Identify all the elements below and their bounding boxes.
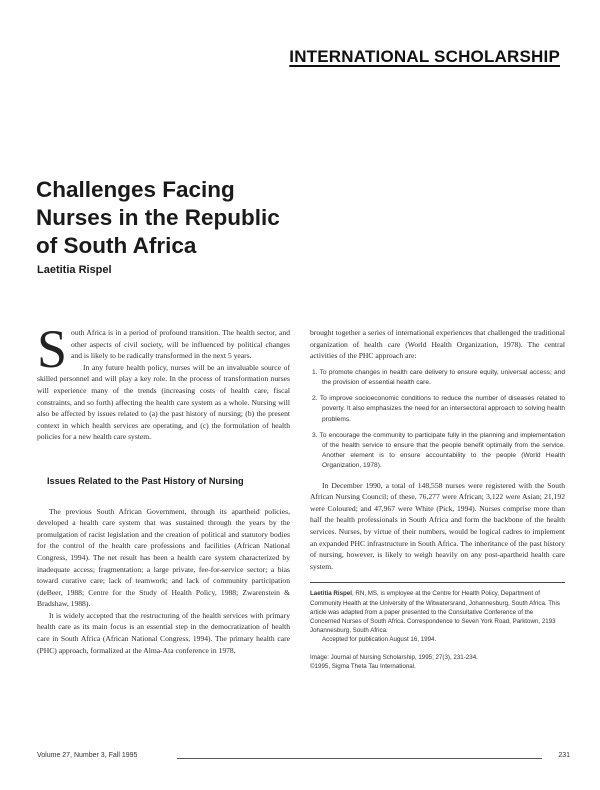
bio-text: Laetitia Rispel, RN, MS, is employee at the Centre for Health Policy, Department of Community Health at the University of the Witwatersrand, Johannesburg, South Africa. This article was adapted from a paper presented to the Consultative Conference of the Concerned Nurses of South Africa. Correspondence to Seven York Road, Parktown, 2193 Johannesburg, South Africa. (310, 590, 560, 635)
intro-paragraph-2: In any future health policy, nurses will be an invaluable source of skilled personnel and will play a key role. In the process of transformation nurses will experience many of the trends (increasing costs of health care, fiscal constraints, and so forth) affecting the health care system as a whole. Nursing will also be affected by issues related to (a) the past history of nursing; (b) the present context in which health services are operating, and (c) the formulation of health policies for a new health care system. (37, 362, 290, 442)
page-footer (37, 752, 570, 764)
accepted-date: Accepted for publication August 16, 1994. (322, 636, 437, 644)
article-title (36, 176, 366, 260)
body-paragraph: The previous South African Government, through its apartheid policies, developed a health care system that was sustained through the years by the promulgation of racist legislation and the creation of political and statutory bodies for the control of the health care professions and facilities (African National Congress, 1994). The net result has been a health care system characterized by inadequate access; fragmentation; a large private, fee-for-service sector; a bias toward curative care; lack of teamwork; and lack of community participation (deBeer, 1988; Centre for the Study of Health Policy, 1988; Zwarenstein & Bradshaw, 1988). (37, 506, 290, 609)
footer-divider (177, 758, 542, 759)
left-column (37, 319, 290, 656)
copyright-line: ©1995, Sigma Theta Tau International. (310, 662, 416, 670)
journal-citation: Image: Journal of Nursing Scholarship, 1995; 27(3), 231-234. (310, 653, 478, 661)
list-item: 2. To improve socioeconomic conditions to reduce the number of diseases related to poverty. It also emphasizes the need for an intersectoral approach to solving health problems. (312, 395, 565, 423)
volume-info: Volume 27, Number 3, Fall 1995 (37, 752, 138, 759)
list-item: 3. To encourage the community to participate fully in the planning and implementation of the health service to ensure that the people benefit optimally from the service. Another element is to ensure accountability to the people (World Health Organization, 1978). (312, 431, 565, 470)
intro-paragraph: South Africa is in a period of profound transition. The health sector, and other aspects of civil society, will be influenced by political changes and is likely to be radically transformed in the next 5 years. (37, 319, 290, 379)
section-header: INTERNATIONAL SCHOLARSHIP (289, 47, 560, 66)
body-paragraph: It is widely accepted that the restructuring of the health services with primary health care as its main focus is an essential step in the democratization of health care in South Africa (African National Congress, 1994). The primary health care (PHC) approach, formalized at the Alma-Ata conference in 1978, (37, 610, 290, 655)
list-item: 1. To promote changes in health care delivery to ensure equity, universal access, and the provision of essential health care. (312, 368, 565, 386)
author-name: Laetitia Rispel (37, 264, 112, 276)
body-paragraph: In December 1990, a total of 148,558 nurses were registered with the South African Nursing Council; of these, 76,277 were African; 3,122 were Asian; 21,192 were Coloured; and 47,967 were White (Pick, 1994). Nurses comprise more than half the health professionals in South Africa and form the backbone of the health services. Nurses, by virtue of their numbers, would be logical cadres to implement an expanded PHC infrastructure in South Africa. The inheritance of the past history of nursing, however, is likely to weigh heavily on any post-apartheid health care system. (310, 480, 565, 571)
drop-cap: S (37, 319, 68, 379)
right-column (310, 327, 565, 671)
title-line: Nurses in the Republic (36, 205, 280, 230)
title-line: of South Africa (36, 233, 197, 258)
bio-author-name: Laetitia Rispel (310, 590, 352, 598)
section-subheading: Issues Related to the Past History of Nursing (47, 475, 244, 486)
phc-activities-list (310, 368, 565, 472)
body-paragraph: brought together a series of international experiences that challenged the traditional organization of health care (World Health Organization, 1978). The central activities of the PHC approach are: (310, 328, 565, 361)
title-line: Challenges Facing (36, 177, 235, 202)
author-bio (310, 582, 565, 671)
page-number: 231 (558, 752, 570, 759)
